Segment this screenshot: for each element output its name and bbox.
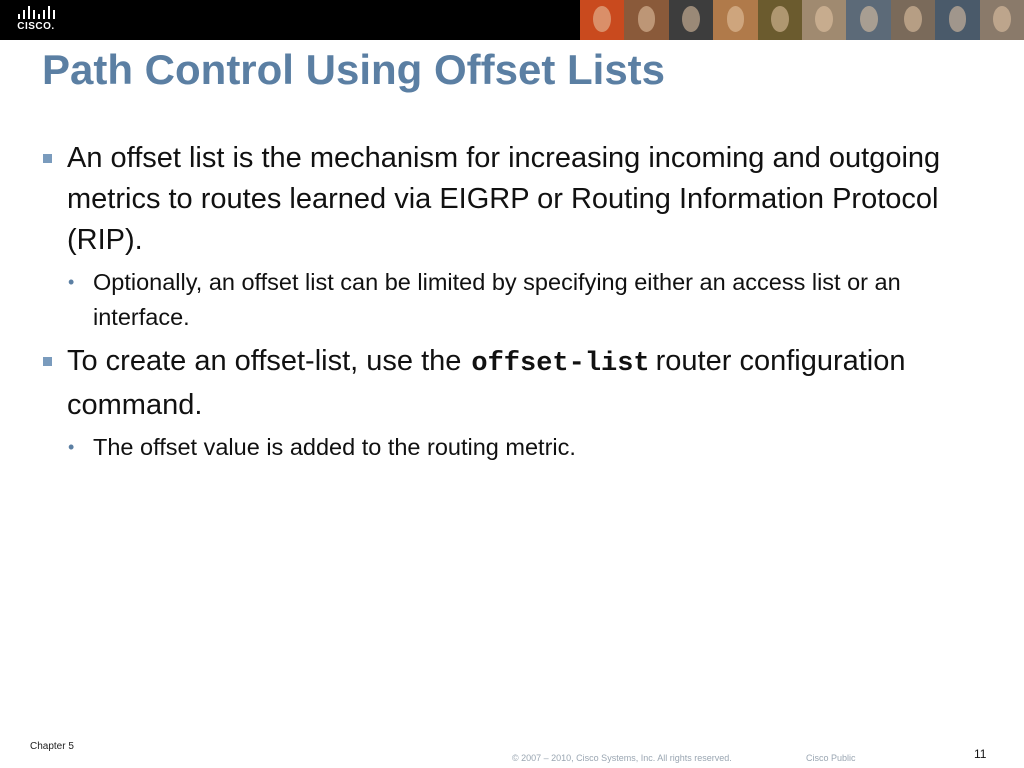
header-bar	[0, 0, 1024, 40]
cisco-bridge-icon	[14, 6, 58, 20]
square-bullet-icon	[43, 154, 52, 163]
face-shape	[638, 6, 656, 32]
sub-bullet-item-1	[40, 265, 970, 335]
photo-5	[758, 0, 802, 40]
face-shape	[904, 6, 922, 32]
command-code: offset-list	[471, 349, 650, 379]
photo-9	[935, 0, 979, 40]
face-shape	[682, 6, 700, 32]
cisco-logo	[14, 6, 58, 34]
photo-2	[624, 0, 668, 40]
footer-chapter: Chapter 5	[30, 741, 74, 752]
face-shape	[771, 6, 789, 32]
footer-classification: Cisco Public	[806, 753, 856, 763]
logo-text: CISCO.	[17, 21, 55, 32]
slide-title: Path Control Using Offset Lists	[42, 46, 666, 93]
page-number: 11	[974, 747, 987, 761]
face-shape	[593, 6, 611, 32]
photo-7	[846, 0, 890, 40]
photo-4	[713, 0, 757, 40]
square-bullet-icon	[43, 357, 52, 366]
bullet-text-1: An offset list is the mechanism for increasing incoming and outgoing metrics to routes learned via EIGRP or Routing Information Protocol (RIP).	[67, 142, 941, 256]
face-shape	[949, 6, 967, 32]
face-shape	[815, 6, 833, 32]
face-shape	[727, 6, 745, 32]
sub-bullet-text-1: Optionally, an offset list can be limited by specifying either an access list or an interface.	[93, 269, 901, 330]
photo-3	[669, 0, 713, 40]
photo-1	[580, 0, 624, 40]
footer-copyright: © 2007 – 2010, Cisco Systems, Inc. All rights reserved.	[512, 753, 732, 763]
face-shape	[993, 6, 1011, 32]
photo-10	[980, 0, 1024, 40]
bullet-text-2-before: To create an offset-list, use the	[67, 345, 462, 377]
bullet-item-1	[40, 138, 970, 261]
dot-bullet-icon: •	[68, 437, 75, 457]
slide-content	[40, 138, 970, 471]
photo-8	[891, 0, 935, 40]
bullet-item-2	[40, 341, 970, 426]
sub-bullet-text-2: The offset value is added to the routing metric.	[93, 434, 576, 460]
bullet-text-2-after: router configuration command.	[67, 345, 906, 421]
dot-bullet-icon: •	[68, 272, 75, 292]
face-shape	[860, 6, 878, 32]
sub-bullet-item-2	[40, 430, 970, 465]
photo-6	[802, 0, 846, 40]
photo-strip	[580, 0, 1024, 40]
